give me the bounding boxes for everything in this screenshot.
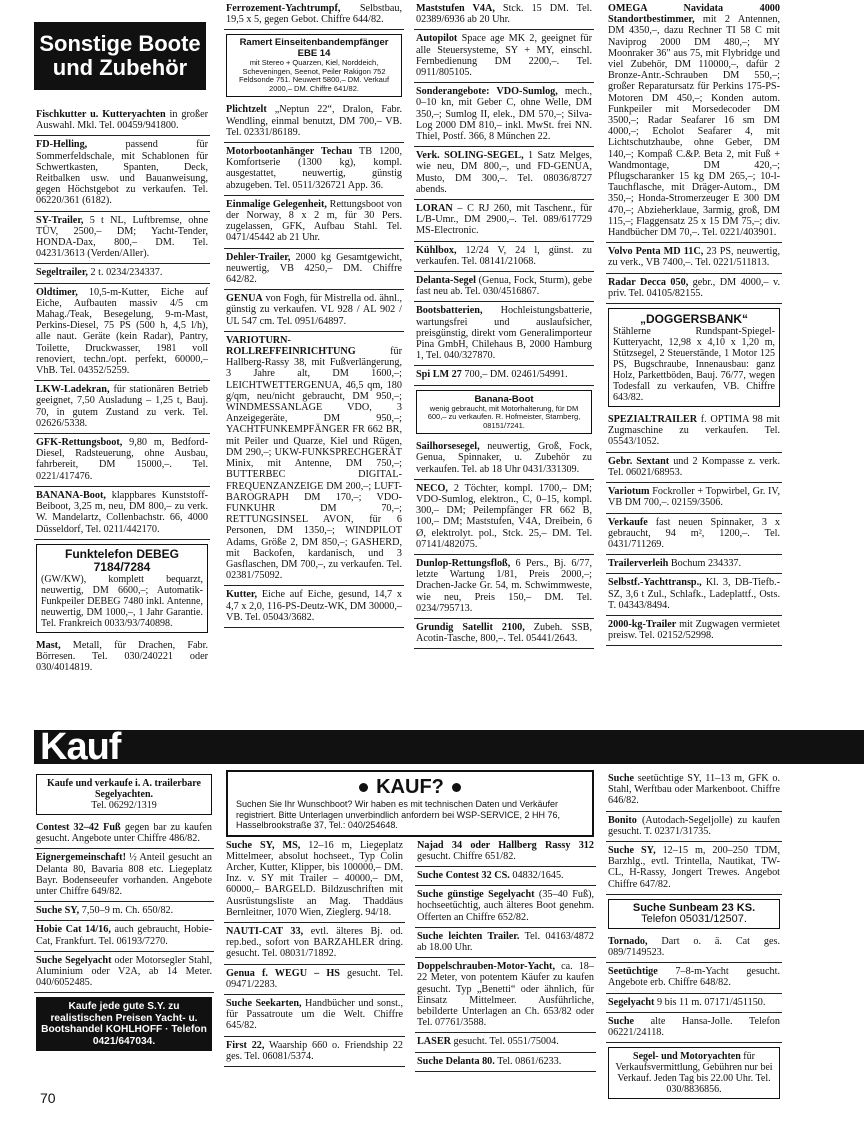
ad-text: 9 bis 11 m. 07171/451150. (654, 996, 766, 1008)
ad-item (224, 332, 404, 586)
ad-item (34, 381, 210, 434)
ad-text: Tel. 04163/4872 ab 18.00 Uhr. (417, 930, 594, 953)
ad-text: 700,– DM. 02461/54991. (461, 369, 568, 381)
ad-lead: Segeltrailer, (36, 267, 88, 279)
box-text: für Verkaufsvermittlung, Gebühren nur bei Verkauf. Jeden Tag bis 22.00 Uhr. Tel. 030/8836856. (615, 1051, 773, 1096)
ad-lead: Suche Delanta 80. (417, 1055, 495, 1067)
ad-item (415, 837, 596, 867)
ad-text: 23 PS, neuwertig, zu verk., VB 7400,–. Tel. 0221/511813. (608, 246, 780, 269)
ad-text: mit Zugwagen vermietet preisw. Tel. 02152/52998. (608, 618, 780, 642)
ad-text: von Fogh, für Mistrella od. ähnl., günstig zu verkaufen. VL 928 / AL 902 / UL 547 cm. Tel. 0951/64897. (226, 293, 402, 327)
trailer-segelyachten-box (36, 774, 212, 815)
ad-text: Bochum 234337. (668, 558, 742, 570)
ad-mast (34, 637, 210, 678)
ad-item (414, 83, 594, 147)
ad-text: 5 t NL, Luftbremse, ohne TÜV, 2500,– DM; Yacht-Tender, HONDA-Dax, 800,– DM. Tel. 04231/3613 (Verden/Aller). (36, 214, 208, 260)
ads-list (606, 770, 782, 895)
ad-lead: Trailerverleih (608, 558, 669, 570)
ad-text: gegen bar zu kaufen gesucht. Angebote unter Chiffre 486/82. (36, 822, 212, 845)
ad-item (224, 965, 405, 995)
ad-text: 12/24 V, 24 l, günst. zu verkaufen. Tel. 08141/21068. (416, 244, 592, 267)
ad-lead: Suche SY, MS, (226, 839, 301, 851)
ads-list (606, 933, 782, 1043)
ad-lead: Sonderangebote: VDO-Sumlog, (416, 86, 558, 98)
ad-text: 1 Satz Melges, wie neu, DM 800,–, und FD-GENUA, Musto, DM 300,–. Tel. 08036/8727 abends. (416, 150, 592, 195)
ad-lead: Fischkutter u. Kutteryachten (36, 109, 166, 120)
box-text: Telefon 05031/12507. (641, 912, 747, 925)
ad-text: Eiche auf Eiche, gesund, 14,7 x 4,7 x 2,0, 116-PS-Deutz-WK, DM 30000,– VB. Tel. 05043/3682. (226, 589, 402, 623)
box-title: Funktelefon DEBEG 7184/7284 (64, 546, 179, 574)
ad-text: 12–16 m, Liegeplatz Mittelmeer, absolut hochseet., Typ Colin Archer, Kutter, Klipper, bis 100000,– DM. Inz. v. SY mit Trailer – 40000,– DM, 60000,– BARGELD. Bildzuschriften mit Ausrüstungsliste an Mag. Thaddäus Bernleitner, 1070 Wien, Zieglerg. 94/18. (226, 839, 403, 918)
ad-item (606, 842, 782, 895)
ads-list (34, 106, 210, 540)
ad-lead: Volvo Penta MD 11C, (608, 246, 704, 258)
bullet-icon (452, 783, 461, 792)
ad-lead: Suche Segelyacht (36, 954, 112, 966)
ad-text: und 2 Kompasse z. verk. Tel. 06021/68953. (608, 455, 780, 478)
ad-lead: NAUTI-CAT 33, (226, 925, 304, 937)
ads-list (34, 819, 214, 993)
ad-lead: Einmalige Gelegenheit, (226, 198, 327, 210)
ad-lead: Grundig Satellit 2100, (416, 622, 525, 634)
ad-lead: Kutter, (226, 589, 258, 601)
box-title-text: KAUF? (376, 776, 444, 798)
ad-lead: 2000-kg-Trailer (608, 618, 677, 630)
ad-text: Hochleistungsbatterie, wartungsfrei und auslaufsicher, preisgünstig, direkt vom Generalimporteur Pina GmbH, Chilehaus B, 2000 Hamburg 1, Tel. 040/327870. (416, 305, 592, 362)
ad-lead: Sailhorsesegel, (416, 441, 480, 453)
section-header: Sonstige Boote und Zubehör (34, 22, 206, 90)
banana-boot-box (416, 390, 592, 435)
box-text: Tel. 06292/1319 (91, 800, 157, 811)
ad-lead: Suche SY, (608, 845, 656, 857)
ad-text: Fockroller + Topwirbel, Gr. IV, VB DM 700,–. 02159/3506. (608, 486, 780, 509)
ad-item (224, 837, 405, 923)
ad-text: gebr., DM 4000,– v. priv. Tel. 04105/82155. (608, 276, 780, 299)
ad-text: für stationären Betrieb geeignet, 7,50 Ausladung – 1,25 t, Bauj. 70, in gutem Zustand zu verk. Tel. 02626/5338. (36, 384, 208, 429)
ad-text: Waarship 660 o. Friendship 22 ges. Tel. 06081/5374. (226, 1039, 403, 1062)
ads-list (415, 837, 596, 1072)
ad-item (415, 958, 596, 1033)
ad-lead: Dehler-Trailer, (226, 251, 291, 263)
ad-lead: Suche (608, 1015, 635, 1027)
ad-item (414, 619, 594, 649)
ad-item (606, 812, 782, 842)
ad-text: Zubeh. SSB, Acotin-Tasche, 800,–. Tel. 05441/2643. (416, 622, 592, 645)
ads-list (224, 101, 404, 628)
ad-item (606, 243, 782, 273)
ad-lead: Motorbootanhänger Techau (226, 146, 353, 158)
ad-item (34, 849, 214, 902)
ramert-box (226, 34, 402, 97)
ad-item (414, 0, 594, 30)
funktelefon-box (36, 544, 208, 633)
ad-item (415, 867, 596, 886)
ad-text: evtl. älteres Bj. od. rep.bed., sofort von BARZAHLER dring. gesucht. Tel. 08031/71892. (226, 925, 403, 960)
kauf-bar (34, 730, 864, 764)
kauf-subcolumns (224, 837, 596, 1072)
ad-lead: Selbstf.-Yachttransp., (608, 577, 702, 589)
ad-item (606, 574, 782, 616)
ad-text: 12–15 m, 200–250 TDM, Barzhlg., evtl. Trintella, Nautikat, TW-CL, H-Rassy, Jongert Trewes. Angebot Chiffre 647/82. (608, 845, 780, 890)
ad-item (414, 147, 594, 200)
box-text: Stählerne Rundspant-Spiegel-Kutteryacht, 12,98 x 4,10 x 1,20 m, Stützsegel, 2 Steuerstände, 1 Motor 125 PS, Bugschraube, Innenausbau: ganz Holz, Parkettböden, Bauj. 76/77, wegen Todesfall zu verkaufen, VB. Chiffre 643/82. (613, 326, 775, 404)
ad-text: Stck. 15 DM. Tel. 02389/6936 ab 20 Uhr. (416, 3, 592, 26)
ad-lead: Spi LM 27 (416, 369, 462, 381)
ad-item (415, 928, 596, 958)
ads-list (414, 0, 594, 386)
ad-text: Handbücher und sonst., für Passatroute um die Welt. Chiffre 645/82. (226, 997, 403, 1032)
ad-lead: Tornado, (608, 935, 648, 947)
ad-text: mech., 0–10 kn, mit Geber C, ohne Welle, DM 350,–; Sumlog II, elek., DM 570,–; Silva-Log 2000 DM 810,– inkl. MwSt. frei NN. Thiel, Postf. 366, 8 München 22. (416, 86, 592, 143)
ad-lead: Delanta-Segel (416, 275, 476, 287)
ad-text: oder Motorsegler Stahl, Aluminium oder V2A, ab 14 Meter. 040/6052485. (36, 954, 212, 989)
ad-text: fast neuen Spinnaker, 3 x gebraucht, 94 m², 1200,–. Tel. 0431/711269. (608, 516, 780, 550)
ad-lead: Oldtimer, (36, 286, 78, 298)
box-title: Segel- und Motoryachten (633, 1051, 741, 1063)
ad-item (34, 902, 214, 921)
ad-text: neuwertig, Groß, Fock, Genua, Spinnaker, u. Zubehör zu verkaufen. Tel. ab 18 Uhr 0431/331309. (416, 441, 592, 475)
doggersbank-box (608, 308, 780, 407)
box-title: „DOGGERSBANK“ (639, 312, 748, 327)
ad-item (34, 136, 210, 211)
ad-text: 7–8-m-Yacht gesucht. Angebote erb. Chiffre 648/82. (608, 966, 780, 989)
ad-text: gesucht. Tel. 09471/2283. (226, 967, 403, 990)
ad-text: Tel. 0861/6233. (494, 1055, 562, 1067)
ad-item (224, 249, 404, 291)
ad-lead: Eignergemeinschaft! (36, 852, 126, 864)
ad-item (414, 480, 594, 555)
ad-item (414, 302, 594, 366)
kauf-column-4 (606, 770, 782, 1103)
ad-lead: Maststufen V4A, (416, 3, 495, 14)
ad-item (224, 196, 404, 249)
ad-item (414, 555, 594, 619)
ad-item (224, 290, 404, 332)
ad-item (34, 212, 210, 265)
ad-lead: First 22, (226, 1039, 265, 1051)
kohlhoff-ad: Kaufe jede gute S.Y. zu realistischen Preisen Yacht- u. Bootshandel KOHLHOFF · Telefon 0421/647034. (36, 997, 212, 1051)
ad-item (34, 819, 214, 849)
ad-item (606, 274, 782, 304)
ad-lead: Verk. SOLING-SEGEL, (416, 150, 524, 162)
ad-lead: Hobie Cat 14/16, (36, 924, 111, 936)
ad-item (34, 921, 214, 951)
ad-text: 2 t. 0234/234337. (87, 267, 163, 279)
ad-item (606, 933, 782, 963)
ad-text: 04832/1645. (509, 869, 564, 881)
ad-item (224, 586, 404, 628)
ad-lead: GFK-Rettungsboot, (36, 437, 123, 449)
ad-item (606, 963, 782, 993)
box-title: Banana-Boot (474, 393, 534, 405)
ad-item (34, 434, 210, 487)
ad-text: gesucht. Chiffre 651/82. (417, 850, 516, 862)
ad-lead: Suche leichten Trailer. (417, 930, 520, 942)
ad-lead: OMEGA Navidata 4000 Standortbestimmer, (608, 3, 780, 26)
ad-text: alte Hansa-Jolle. Telefon 06221/24118. (608, 1015, 780, 1039)
ad-lead: Gebr. Sextant (608, 455, 670, 467)
ad-text: passend für Sommerfeldschale, mit Schablonen für Schwertkasten, Spanten, Deck, Reitbalken usw. und Bauanweisung, gegen Höchstgebot zu verkaufen. Tel. 06220/361 (6182). (36, 139, 208, 207)
ad-lead: Suche günstige Segelyacht (417, 889, 535, 901)
ads-list (606, 411, 782, 646)
ad-lead: Suche (608, 773, 635, 784)
ad-item (34, 487, 210, 540)
ad-item (34, 264, 210, 283)
ad-text: mit 2 Antennen, DM 4350,–, dazu Rechner TI 58 C mit Naviprog 2000 DM 480,–; MY Moonraker 36" aus 75, mit Flybridge und viel Zubehör, DM 110000,–, dafür 2 Bronze-Antr.-Schrauben DM 550,–; großer Reparatursatz für Perkins 175-PS-Motoren DM 450,–; Konden autom. Funkpeiler mit Morsedecoder DM 3500,–; Radar Seafarer 16 sm DM 4000,–; Echolot Seafarer 4, mit Lichtschutzhaube, ohne Geber, DM 140,–; Kompaß C.&P. Beta 2, mit Fuß + Wandmontage, DM 420,–; Pflugscharanker 15 kg DM 265,–; 10-l-Tauchflasche, mit Dräger-Autom., DM 350,–; Honda-Stromerzeuger E 300 DM 470,–; Abzieherklaue, 3armig, groß, DM 115,–; Flaggensatz 25 x 15 DM 75,–; div. Handbücher DM 70,–. Tel. 0221/403901. (608, 14, 780, 239)
ad-text: klappbares Kunststoff-Beiboot, 3,25 m, neu, DM 800,– zu verk. W. Mandelartz, Collenbachstr. 66, 4000 Düsseldorf, Tel. 0211/442170. (36, 489, 208, 535)
box-title: Kaufe und verkaufe i. A. trailerbare Segelyachten. (47, 778, 201, 800)
ad-text: (Autodach-Segeljolle) zu kaufen gesucht. T. 02371/31735. (608, 814, 780, 837)
ad-item (34, 106, 210, 136)
ad-item (415, 1053, 596, 1072)
ad-text: seetüchtige SY, 11–13 m, GFK o. Stahl, Werftbau oder Markenboot. Chiffre 646/82. (608, 773, 780, 807)
ads-list (224, 837, 405, 1072)
ad-text: 6 Pers., Bj. 6/77, letzte Wartung 1/81, Preis 2000,–; Drachen-Jacke Gr. 54, m. Schwimmweste, wie neu, Preis 150,– DM. Tel. 0234/795713. (416, 558, 592, 614)
ad-lead: Genua f. WEGU – HS (226, 967, 340, 979)
ad-text: ca. 18–22 Meter, von potentem Käufer zu kaufen gesucht. Typ „Benetti“ oder ähnlich, für Einsatz Mittelmeer. Ausführliche, bebilderte Unterlagen an Ch. 653/82 oder Tel. 07761/3588. (417, 961, 594, 1029)
ad-lead: Contest 32–42 Fuß (36, 822, 121, 833)
ad-lead: Seetüchtige (608, 966, 658, 978)
ad-item (34, 952, 214, 994)
column-2 (224, 0, 404, 628)
ad-text: Kl. 3, DB-Tiefb.-SZ, 3,6 t Zul., Schlafk., Ladeplattf., Osts. T. 04343/8494. (608, 577, 780, 611)
ad-text: (35–40 Fuß), hochseetüchtig, auch älteres Boot genehm. Offerten an Chiffre 652/82. (417, 889, 595, 923)
ad-text: TB 1200, Komfortserie (1300 kg), kompl. ausgestattet, neuwertig, günstig abzugeben. Tel. 0511/326721 App. 36. (226, 146, 402, 191)
ad-lead: Mast, (36, 639, 61, 651)
ad-lead: NECO, (416, 482, 448, 494)
ad-item (606, 616, 782, 646)
ad-lead: Bonito (608, 814, 637, 826)
ad-item (606, 514, 782, 556)
sunbeam-box (608, 899, 780, 929)
ad-item (606, 483, 782, 513)
box-text: Suchen Sie Ihr Wunschboot? Wir haben es mit technischen Daten und Verkäufer registriert. Bitte Unterlagen unverbindlich anfordern bei WSP-SERVICE, 2 HH 76, Hasselbrookstraße 37, Tel.: 040/254648. (236, 799, 560, 830)
box-title (236, 776, 584, 799)
ad-lead: Kühlbox, (416, 244, 457, 256)
ad-item (224, 101, 404, 143)
ad-item (606, 770, 782, 812)
ad-item (414, 200, 594, 242)
box-title: Ramert Einseitenbandempfänger EBE 14 (239, 37, 389, 59)
box-text: (GW/KW), komplett bequarzt, neuwertig, DM 6600,–; Automatik-Funkpeiler DEBEG 7480 inkl. Antenne, neuwertig, DM 1000,–, 1 Jahr Garantie. Tel. Frankreich 0033/93/740898. (41, 573, 203, 629)
ad-text: auch gebraucht, Hobie-Cat, Frankfurt. Tel. 06193/7270. (36, 924, 212, 947)
ad-text: – C RJ 260, mit Taschenr., für L/B-Umr., DM 2900,–. Tel. 089/617729 MS-Electronic. (416, 203, 592, 237)
ad-lead: LKW-Ladekran, (36, 384, 110, 396)
ad-item (606, 411, 782, 453)
ad-lead: LASER (417, 1036, 451, 1048)
ad-text: ½ Anteil gesucht an Delanta 80, Bavaria 808 etc. Liegeplatz Bayr. Bodenseeufer vorhanden. Angebote unter Chiffre 649/82. (36, 852, 212, 898)
ad-item (606, 1013, 782, 1043)
ads-list (414, 438, 594, 649)
ad-lead: VARIOTURN-ROLLREFFEINRICHTUNG (226, 334, 356, 358)
box-text: wenig gebraucht, mit Motorhalterung, für DM 600,– zu verkaufen. R. Hofmeister, Starnberg, 08151/7241. (427, 403, 581, 430)
ad-lead: Suche Contest 32 CS. (417, 869, 510, 881)
ad-item (224, 143, 404, 196)
ads-list (606, 0, 782, 304)
ad-text: Dart o. ä. Cat ges. 089/7149523. (608, 935, 780, 959)
ad-text: Rettungsboot von der Norway, 8 x 2 m, für 30 Pers. zugelassen, GFK, Aufbau Stahl. Tel. 0471/45442 ab 21 Uhr. (226, 198, 402, 244)
ad-lead: FD-Helling, (36, 139, 88, 151)
box-title: Suche Sunbeam 23 KS. (632, 901, 756, 914)
ad-item (224, 0, 404, 30)
ad-item (224, 1037, 405, 1067)
ads-list (224, 0, 404, 30)
ad-item (414, 438, 594, 480)
ad-item (606, 0, 782, 243)
ad-lead: Verkaufe (608, 516, 648, 528)
ad-item (224, 995, 405, 1037)
bullet-icon (359, 783, 368, 792)
ad-lead: Variotum (608, 486, 650, 498)
ad-lead: SPEZIALTRAILER (608, 414, 698, 426)
kauf-title: Kauf (40, 726, 121, 768)
ad-lead: LORAN (416, 203, 453, 215)
ad-lead: Plichtzelt (226, 104, 267, 116)
ad-text: für Hallberg-Rassy 38, mit Fußverlängerung, 3 Jahre alt, DM 1600,–; LEICHTWETTERGENUA, 46,5 qm, 180 g/qm, neu/nicht gebraucht, DM 950,–; WINDMESSANLAGE VDO, 3 Anzeigegeräte, DM 950,–; YACHTFUNKEMPFÄNGER FR 662 BR, mit Peiler und Quarze, Kiel und Rügen, DM 290,–; UKW-FUNKSPRECHGERÄT Minix, mit Antenne, DM 750,–; BUTTERBEC DIGITAL-FREQUENZANZEIGE DM 200,–; LUFT-BAROGRAPH DM 170,–; VDO-FUNKUHR DM 70,–; RETTUNGSINSEL AVON, für 6 Personen, DM 1350,–; WINDPILOT Adams, Größe 2, DM 850,–; GASHERD, mit Backofen, kardanisch, und 3 Gasflaschen, DM 700,–, zu verkaufen. Tel. 02381/75092. (226, 346, 402, 582)
ad-lead: Doppelschrauben-Motor-Yacht, (417, 961, 555, 973)
page-number: 70 (40, 1090, 56, 1106)
ad-text: 2 Töchter, kompl. 1700,– DM; VDO-Sumlog, elektron., C, 0–15, kompl. 300,– DM; Peilempfänger FR 662 B, 100,– DM; Maststufen, V4A, Dreibein, 6 Ø, elektrolyt. pol., Stck. 25,– DM. Tel. 07141/482075. (416, 482, 592, 550)
ad-item (415, 886, 596, 928)
ad-text: 7,50–9 m. Ch. 650/82. (79, 905, 174, 917)
column-3 (414, 0, 594, 649)
segel-motoryachten-box (608, 1047, 780, 1099)
kauf-question-box (226, 770, 594, 837)
ad-item (34, 284, 210, 382)
ad-item (606, 994, 782, 1013)
ad-lead: GENUA (226, 293, 263, 305)
ad-text: Metall, für Drachen, Fabr. Börresen. Tel. 030/240221 oder 030/4014819. (36, 639, 208, 674)
ad-item (606, 453, 782, 483)
ad-text: Space age MK 2, geeignet für alle Steuersysteme, SY + MY, einschl. Fernbedienung DM 2200,–. Tel. 0911/805105. (416, 33, 592, 79)
ad-lead: Segelyacht (608, 996, 655, 1008)
ad-text: gesucht. Tel. 0551/75004. (450, 1036, 559, 1048)
ad-text: (Genua, Fock, Sturm), gebe fast neu ab. Tel. 030/4516867. (416, 275, 592, 298)
ad-item (414, 272, 594, 302)
ad-item (415, 1033, 596, 1052)
ad-lead: Radar Decca 050, (608, 276, 689, 288)
column-4 (606, 0, 782, 646)
ad-text: 10,5-m-Kutter, Eiche auf Eiche, Aufbauten massiv 4/5 cm Mahag./Teak, Besegelung, 9-m-Mast, Perkins-Diesel, 75 PS (500 h, 4,5 l/h), alle naut. Geräte (kein Radar), Pantry, Toilette, Druckwasser, 1981 voll renoviert, techn./opt. perfekt, 60000,– VhB. Tel. 04352/5259. (36, 286, 208, 377)
column-1 (34, 0, 210, 677)
ad-lead: BANANA-Boot, (36, 489, 106, 501)
ad-text: f. OPTIMA 98 mit Zugmaschine zu verkaufen. Tel. 05543/1052. (608, 414, 780, 448)
ad-lead: Suche Seekarten, (226, 997, 302, 1009)
ad-item (414, 366, 594, 385)
ad-lead: Najad 34 oder Hallberg Rassy 312 (417, 839, 594, 851)
kauf-column-2 (224, 770, 596, 1072)
ad-text: „Neptun 22“, Dralon, Fabr. Wendling, einmal benutzt, DM 700,– VB. Tel. 02331/86189. (226, 104, 402, 138)
ad-lead: Ferrozement-Yachtrumpf, (226, 3, 341, 14)
ad-lead: Suche SY, (36, 905, 80, 917)
ad-text: Selbstbau, 19,5 x 5, gegen Gebot. Chiffre 644/82. (226, 3, 402, 26)
ad-item (606, 555, 782, 574)
ad-item (414, 242, 594, 272)
ad-text: 2000 kg Gesamtgewicht, neuwertig, VB 4250,– DM. Chiffre 642/82. (226, 251, 402, 286)
ad-text: in großer Auswahl. Mkl. Tel. 00459/941800. (36, 109, 208, 132)
kauf-column-1 (34, 770, 214, 1055)
ad-lead: Autopilot (416, 33, 458, 45)
ad-item (224, 923, 405, 965)
ad-lead: Bootsbatterien, (416, 305, 483, 317)
ad-lead: Dunlop-Rettungsfloß, (416, 558, 511, 570)
ad-text: 9,80 m, Bedford-Diesel, Radsteuerung, ohne Ausbau, fahrbereit, DM 15000,–. Tel. 0221/417476. (36, 437, 208, 482)
ad-lead: SY-Trailer, (36, 214, 84, 226)
ad-item (414, 30, 594, 83)
box-text: mit Stereo + Quarzen, Kiel, Norddeich, Scheveningen, Seenot, Peiler Rakigon 752 Feldsonde 751. Neuwert 5800,– DM. Verkauf 2000,– DM. Chiffre 641/82. (238, 58, 390, 93)
